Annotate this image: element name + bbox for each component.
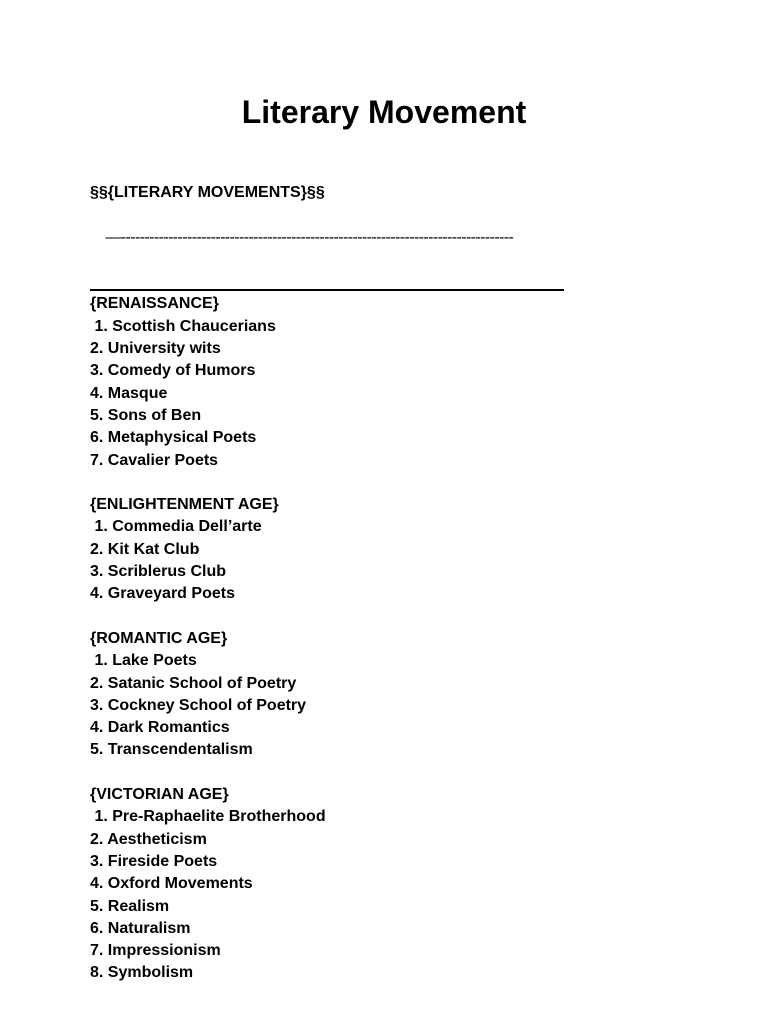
sections-list (90, 293, 610, 984)
separator-dashes: —----------------------------------------------------------------------------------- (105, 228, 514, 246)
list-item: 1. Lake Poets (90, 652, 197, 670)
list-item: 4. Graveyard Poets (90, 585, 235, 603)
list-item: 2. Kit Kat Club (90, 540, 200, 558)
list-item: 3. Scriblerus Club (90, 563, 227, 581)
section-heading: {ROMANTIC AGE} (90, 629, 228, 647)
page-title: Literary Movement (241, 94, 527, 130)
separator-rule (90, 204, 564, 293)
section-heading: {ENLIGHTENMENT AGE} (90, 496, 279, 514)
list-item: 4. Oxford Movements (90, 875, 253, 893)
list-item: 2. University wits (90, 340, 221, 358)
section-heading: {RENAISSANCE} (90, 295, 219, 313)
document-heading: §§{LITERARY MOVEMENTS}§§ (90, 184, 325, 201)
section-1 (90, 494, 610, 605)
list-item: 1. Scottish Chaucerians (90, 317, 276, 335)
list-item: 2. Aestheticism (90, 830, 207, 848)
separator-underline (90, 289, 564, 291)
list-item: 5. Realism (90, 897, 170, 915)
section-heading: {VICTORIAN AGE} (90, 786, 229, 804)
list-item: 5. Sons of Ben (90, 406, 202, 424)
list-item: 4. Dark Romantics (90, 719, 230, 737)
list-item: 3. Fireside Poets (90, 852, 218, 870)
section-2 (90, 628, 610, 762)
section-3 (90, 784, 610, 985)
list-item: 1. Pre-Raphaelite Brotherhood (90, 808, 326, 826)
list-item: 2. Satanic School of Poetry (90, 674, 297, 692)
list-item: 1. Commedia Dell’arte (90, 518, 262, 536)
list-item: 8. Symbolism (90, 964, 194, 982)
list-item: 4. Masque (90, 384, 168, 402)
list-item: 5. Transcendentalism (90, 741, 253, 759)
list-item: 7. Impressionism (90, 942, 221, 960)
list-item: 3. Cockney School of Poetry (90, 696, 307, 714)
list-item: 7. Cavalier Poets (90, 451, 219, 469)
list-item: 6. Metaphysical Poets (90, 429, 257, 447)
section-0 (90, 293, 610, 471)
list-item: 3. Comedy of Humors (90, 362, 256, 380)
document-body (90, 182, 610, 1007)
list-item: 6. Naturalism (90, 919, 191, 937)
